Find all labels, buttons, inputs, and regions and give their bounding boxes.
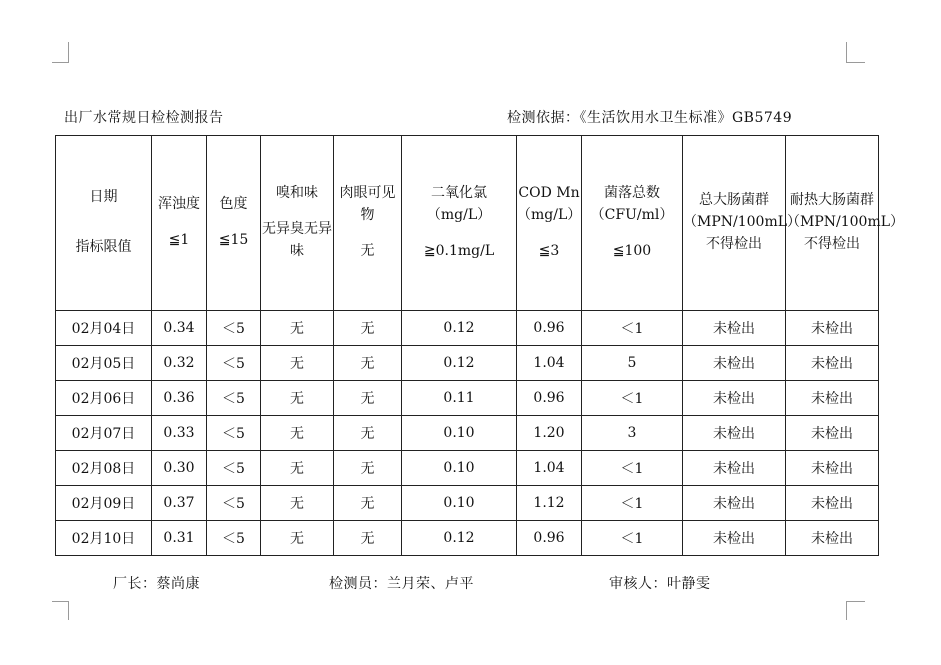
cell-colony-count: ＜1 — [582, 486, 683, 521]
cell-visible-matter: 无 — [334, 451, 402, 486]
footer-inspectors: 检测员：兰月荣、卢平 — [329, 576, 474, 592]
table-row — [56, 311, 879, 346]
cell-chlorine-dioxide: 0.12 — [402, 521, 517, 556]
crop-mark-bottom-right — [846, 601, 865, 620]
footer-reviewer: 审核人：叶静雯 — [609, 576, 711, 592]
cell-thermotolerant-coliform: 未检出 — [786, 346, 879, 381]
cell-visible-matter: 无 — [334, 311, 402, 346]
inspection-table — [55, 135, 905, 556]
cell-date: 02月06日 — [56, 381, 152, 416]
cell-turbidity: 0.36 — [152, 381, 207, 416]
cell-visible-matter: 无 — [334, 521, 402, 556]
cell-total-coliform: 未检出 — [683, 311, 786, 346]
header-cell-cod-mn: COD Mn （mg/L） ≦3 — [517, 136, 582, 311]
cell-turbidity: 0.37 — [152, 486, 207, 521]
cell-odor-taste: 无 — [261, 486, 334, 521]
table-row — [56, 486, 879, 521]
cell-color: ＜5 — [207, 346, 261, 381]
crop-mark-top-right — [846, 42, 865, 63]
cell-thermotolerant-coliform: 未检出 — [786, 311, 879, 346]
cell-colony-count: ＜1 — [582, 381, 683, 416]
cell-cod-mn: 0.96 — [517, 311, 582, 346]
cell-cod-mn: 1.04 — [517, 451, 582, 486]
header-cell-color: 色度 ≦15 — [207, 136, 261, 311]
cell-colony-count: ＜1 — [582, 521, 683, 556]
cell-odor-taste: 无 — [261, 311, 334, 346]
cell-total-coliform: 未检出 — [683, 521, 786, 556]
cell-odor-taste: 无 — [261, 346, 334, 381]
cell-total-coliform: 未检出 — [683, 381, 786, 416]
cell-colony-count: 5 — [582, 346, 683, 381]
cell-turbidity: 0.34 — [152, 311, 207, 346]
report-title: 出厂水常规日检检测报告 — [64, 110, 224, 126]
cell-turbidity: 0.31 — [152, 521, 207, 556]
cell-color: ＜5 — [207, 486, 261, 521]
cell-turbidity: 0.32 — [152, 346, 207, 381]
cell-date: 02月07日 — [56, 416, 152, 451]
cell-chlorine-dioxide: 0.12 — [402, 311, 517, 346]
cell-chlorine-dioxide: 0.10 — [402, 451, 517, 486]
header-cell-odor-taste: 嗅和味 无异臭无异味 — [261, 136, 334, 311]
cell-date: 02月08日 — [56, 451, 152, 486]
cell-thermotolerant-coliform: 未检出 — [786, 416, 879, 451]
header-cell-chlorine-dioxide: 二氧化氯 （mg/L） ≧0.1mg/L — [402, 136, 517, 311]
cell-odor-taste: 无 — [261, 451, 334, 486]
cell-colony-count: 3 — [582, 416, 683, 451]
cell-color: ＜5 — [207, 451, 261, 486]
cell-total-coliform: 未检出 — [683, 486, 786, 521]
cell-total-coliform: 未检出 — [683, 346, 786, 381]
header-cell-thermotolerant-coliform: 耐热大肠菌群 （MPN/100mL） 不得检出 — [786, 136, 879, 311]
cell-thermotolerant-coliform: 未检出 — [786, 381, 879, 416]
cell-cod-mn: 1.12 — [517, 486, 582, 521]
cell-date: 02月09日 — [56, 486, 152, 521]
cell-date: 02月10日 — [56, 521, 152, 556]
header-cell-date: 日期 指标限值 — [56, 136, 152, 311]
table-row — [56, 381, 879, 416]
header-cell-colony-count: 菌落总数 （CFU/ml） ≦100 — [582, 136, 683, 311]
cell-color: ＜5 — [207, 381, 261, 416]
report-basis: 检测依据：《生活饮用水卫生标准》GB5749 — [507, 110, 793, 126]
cell-date: 02月04日 — [56, 311, 152, 346]
cell-date: 02月05日 — [56, 346, 152, 381]
table-row — [56, 346, 879, 381]
cell-visible-matter: 无 — [334, 416, 402, 451]
cell-cod-mn: 0.96 — [517, 381, 582, 416]
cell-visible-matter: 无 — [334, 486, 402, 521]
cell-thermotolerant-coliform: 未检出 — [786, 451, 879, 486]
cell-color: ＜5 — [207, 416, 261, 451]
table-header-row — [56, 136, 879, 311]
table-row — [56, 416, 879, 451]
cell-colony-count: ＜1 — [582, 311, 683, 346]
crop-mark-top-left — [52, 42, 69, 63]
cell-chlorine-dioxide: 0.11 — [402, 381, 517, 416]
cell-chlorine-dioxide: 0.10 — [402, 486, 517, 521]
header-cell-total-coliform: 总大肠菌群 （MPN/100mL） 不得检出 — [683, 136, 786, 311]
cell-thermotolerant-coliform: 未检出 — [786, 521, 879, 556]
cell-thermotolerant-coliform: 未检出 — [786, 486, 879, 521]
cell-colony-count: ＜1 — [582, 451, 683, 486]
cell-cod-mn: 1.20 — [517, 416, 582, 451]
table-row — [56, 521, 879, 556]
footer-director: 厂长：蔡尚康 — [113, 576, 200, 592]
cell-cod-mn: 0.96 — [517, 521, 582, 556]
cell-turbidity: 0.33 — [152, 416, 207, 451]
cell-color: ＜5 — [207, 521, 261, 556]
cell-odor-taste: 无 — [261, 521, 334, 556]
cell-total-coliform: 未检出 — [683, 416, 786, 451]
header-cell-turbidity: 浑浊度 ≦1 — [152, 136, 207, 311]
cell-total-coliform: 未检出 — [683, 451, 786, 486]
header-cell-visible-matter: 肉眼可见物 无 — [334, 136, 402, 311]
cell-odor-taste: 无 — [261, 416, 334, 451]
crop-mark-bottom-left — [52, 601, 69, 620]
cell-color: ＜5 — [207, 311, 261, 346]
table-row — [56, 451, 879, 486]
cell-visible-matter: 无 — [334, 381, 402, 416]
cell-chlorine-dioxide: 0.12 — [402, 346, 517, 381]
cell-turbidity: 0.30 — [152, 451, 207, 486]
cell-chlorine-dioxide: 0.10 — [402, 416, 517, 451]
cell-cod-mn: 1.04 — [517, 346, 582, 381]
cell-odor-taste: 无 — [261, 381, 334, 416]
cell-visible-matter: 无 — [334, 346, 402, 381]
